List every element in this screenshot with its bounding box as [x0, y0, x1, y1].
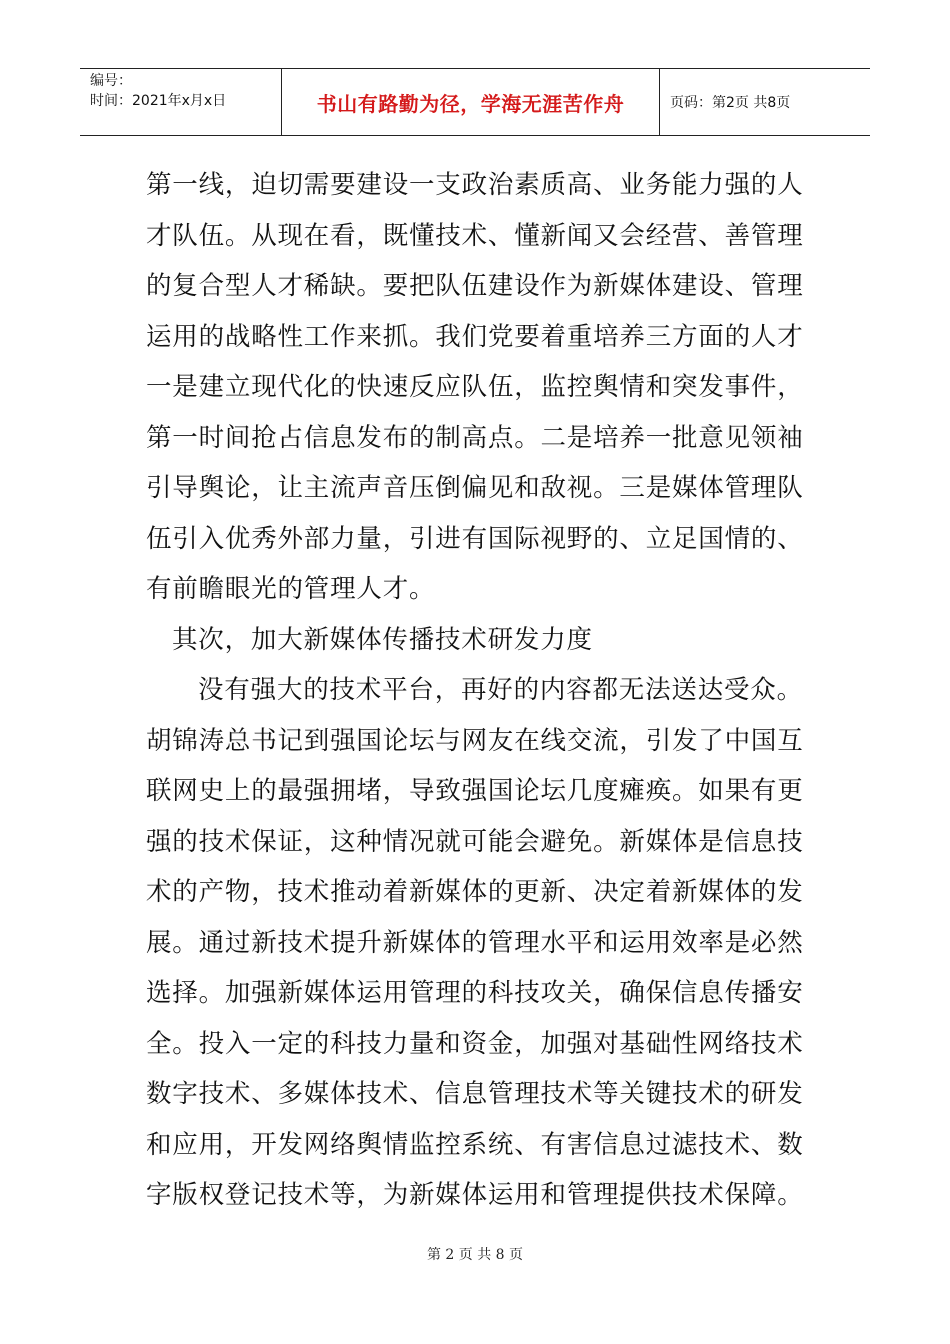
- body-line: 数字技术、多媒体技术、信息管理技术等关键技术的研发: [146, 1079, 804, 1109]
- body-line: 运用的战略性工作来抓。我们党要着重培养三方面的人才: [146, 321, 804, 352]
- body-line: 联网史上的最强拥堵，导致强国论坛几度瘫痪。如果有更: [146, 776, 804, 806]
- body-line: 选择。加强新媒体运用管理的科技攻关，确保信息传播安: [146, 978, 804, 1008]
- body-line: 字版权登记技术等，为新媒体运用和管理提供技术保障。: [146, 1180, 804, 1210]
- header-page-info: 页码：第2页 共8页: [670, 95, 791, 111]
- date-label: 时间：2021年x月x日: [90, 93, 227, 109]
- body-line: 全。投入一定的科技力量和资金，加强对基础性网络技术: [146, 1028, 804, 1059]
- body-line: 胡锦涛总书记到强国论坛与网友在线交流，引发了中国互: [146, 725, 804, 756]
- body-line: 展。通过新技术提升新媒体的管理水平和运用效率是必然: [146, 927, 804, 958]
- body-line: 没有强大的技术平台，再好的内容都无法送达受众。: [198, 675, 803, 705]
- body-line: 才队伍。从现在看，既懂技术、懂新闻又会经营、善管理: [146, 220, 804, 251]
- document-body: [146, 160, 816, 1221]
- body-line: 有前瞻眼光的管理人才。: [146, 574, 436, 604]
- section-heading: 其次，加大新媒体传播技术研发力度: [172, 624, 593, 655]
- page-header: [80, 68, 870, 136]
- number-label: 编号：: [90, 73, 132, 89]
- header-motto: 书山有路勤为径，学海无涯苦作舟: [282, 69, 660, 135]
- body-line: 术的产物，技术推动着新媒体的更新、决定着新媒体的发: [146, 877, 804, 907]
- body-line: 的复合型人才稀缺。要把队伍建设作为新媒体建设、管理: [146, 271, 804, 301]
- body-line: 第一线，迫切需要建设一支政治素质高、业务能力强的人: [146, 170, 804, 200]
- body-line: 一是建立现代化的快速反应队伍，监控舆情和突发事件，: [146, 372, 804, 402]
- header-meta-cell: [80, 69, 282, 135]
- page-footer: 第 2 页 共 8 页: [426, 1247, 524, 1263]
- body-line: 强的技术保证，这种情况就可能会避免。新媒体是信息技: [146, 826, 804, 857]
- body-line: 伍引入优秀外部力量，引进有国际视野的、立足国情的、: [146, 523, 804, 554]
- body-line: 引导舆论，让主流声音压倒偏见和敌视。三是媒体管理队: [146, 473, 804, 503]
- body-line: 第一时间抢占信息发布的制高点。二是培养一批意见领袖: [146, 422, 804, 453]
- body-line: 和应用，开发网络舆情监控系统、有害信息过滤技术、数: [146, 1129, 804, 1160]
